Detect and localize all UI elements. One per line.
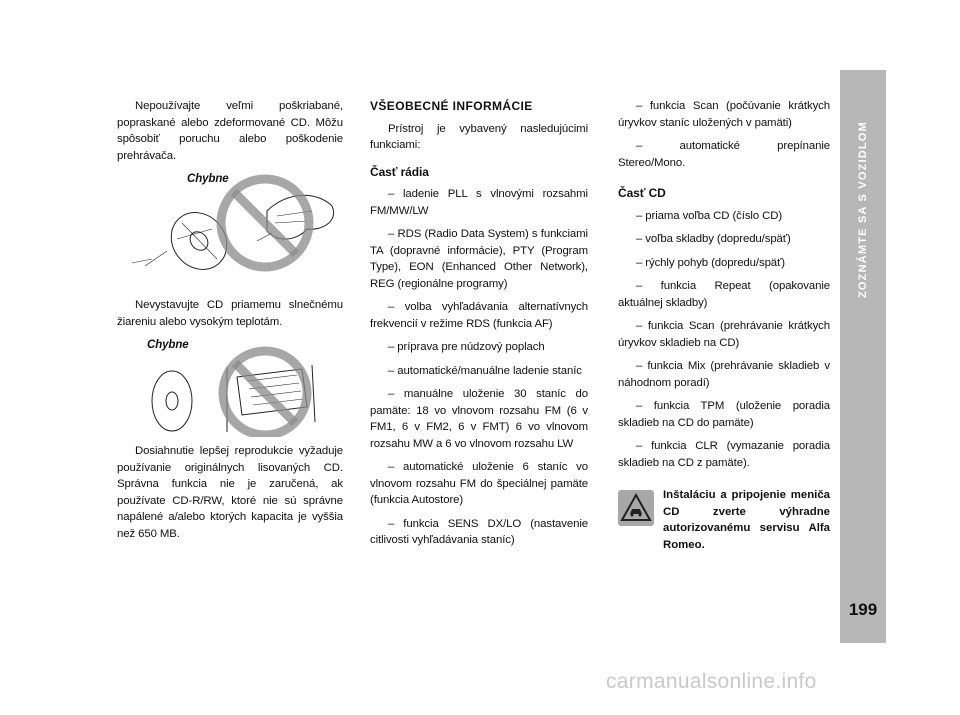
list-item: – ladenie PLL s vlnovými rozsahmi FM/MW/LW bbox=[370, 188, 588, 217]
list-item: – manuálne uloženie 30 staníc do pamäte: 18 vo vlnovom rozsahu FM (6 v FM1, 6 v FM2, 6 v FMT) 6 vo vlnovom rozsahu MW a 6 vo vlnovom rozsahu LW bbox=[370, 388, 588, 450]
figure-heat-cd bbox=[117, 337, 343, 437]
list-item: – funkcia Scan (prehrávanie krátkych úryvkov skladieb na CD) bbox=[618, 320, 830, 349]
no-heat-cd-illustration bbox=[117, 337, 343, 437]
list-item: – rýchly pohyb (dopredu/späť) bbox=[636, 256, 785, 269]
list-item: – automatické prepínanie Stereo/Mono. bbox=[618, 140, 830, 169]
list-item: – funkcia Mix (prehrávanie skladieb v náhodnom poradí) bbox=[618, 360, 830, 389]
watermark: carmanualsonline.info bbox=[606, 670, 817, 693]
list-item: – priama voľba CD (číslo CD) bbox=[636, 209, 783, 222]
column-left bbox=[117, 98, 343, 549]
list-item: – funkcia Scan (počúvanie krátkych úryvkov staníc uložených v pamäti) bbox=[618, 100, 830, 129]
list-item: – funkcia Repeat (opakovanie aktuálnej skladby) bbox=[618, 280, 830, 309]
page-number: 199 bbox=[848, 600, 878, 619]
warning-box bbox=[618, 487, 830, 551]
cd-heading: Časť CD bbox=[618, 186, 666, 200]
paragraph-original-cd: Dosiahnutie lepšej reprodukcie vyžaduje používanie originálnych lisovaných CD. Správna funkcia nie je zaručená, ak používate CD-R/RW, ktoré nie sú správne napálené a/alebo ktorých kapacita je vyššia než 650 MB. bbox=[117, 445, 343, 540]
radio-heading: Časť rádia bbox=[370, 164, 429, 179]
figure-caption: Chybne bbox=[187, 173, 229, 185]
column-right bbox=[618, 98, 830, 478]
list-item: – volba vyhľadávania alternatívnych frekvencií v režime RDS (funkcia AF) bbox=[370, 301, 588, 330]
warning-text: Inštaláciu a pripojenie meniča CD zverte výhradne autorizovanému servisu Alfa Romeo. bbox=[663, 489, 830, 551]
no-damaged-cd-illustration bbox=[117, 171, 343, 289]
list-item: – RDS (Radio Data System) s funkciami TA (dopravné informácie), PTY (Program Type), EON (Enhanced Other Network), REG (regionálne programy) bbox=[370, 228, 588, 290]
list-item: – funkcia CLR (vymazanie poradia skladieb na CD z pamäte). bbox=[618, 440, 830, 469]
list-item: – voľba skladby (dopredu/späť) bbox=[636, 233, 791, 245]
list-item: – automatické uloženie 6 staníc vo vlnovom rozsahu FM do špeciálnej pamäte (funkcia Autostore) bbox=[370, 461, 588, 506]
figure-caption: Chybne bbox=[147, 339, 189, 351]
list-item: – príprava pre núdzový poplach bbox=[388, 341, 545, 353]
list-item: – funkcia TPM (uloženie poradia skladieb na CD do pamäte) bbox=[618, 400, 830, 429]
paragraph-sunlight: Nevystavujte CD priamemu slnečnému žiareniu alebo vysokým teplotám. bbox=[117, 299, 343, 328]
warning-car-icon bbox=[618, 490, 654, 526]
intro-text: Prístroj je vybavený nasledujúcimi funkciami: bbox=[370, 122, 588, 151]
paragraph-scratched-cd: Nepoužívajte veľmi poškriabané, popraskané alebo zdeformované CD. Môžu spôsobiť poruchu alebo poškodenie prehrávača. bbox=[117, 100, 343, 162]
figure-damaged-cd bbox=[117, 171, 343, 289]
list-item: – automatické/manuálne ladenie staníc bbox=[388, 364, 582, 377]
section-heading: VŠEOBECNÉ INFORMÁCIE bbox=[370, 99, 533, 113]
section-title: ZOZNÁMTE SA S VOZIDLOM bbox=[857, 121, 869, 298]
list-item: – funkcia SENS DX/LO (nastavenie citlivosti vyhľadávania staníc) bbox=[370, 517, 588, 546]
column-middle bbox=[370, 98, 588, 556]
